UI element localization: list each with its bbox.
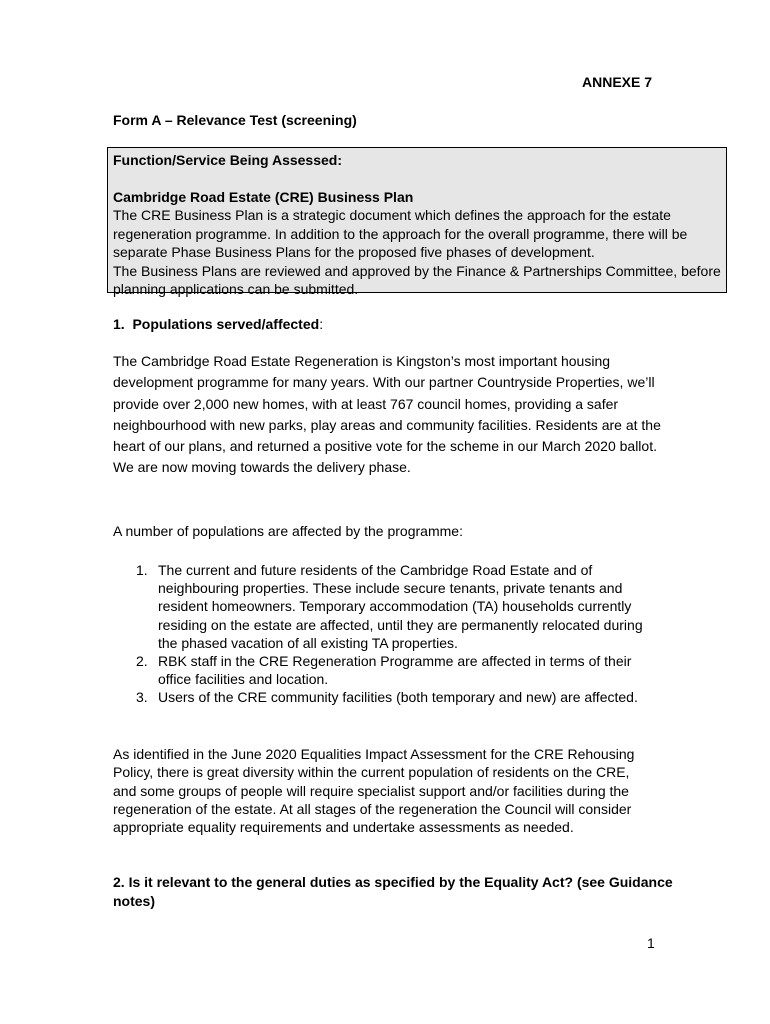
business-plan-name: Cambridge Road Estate (CRE) Business Plan <box>113 188 414 205</box>
list-item <box>113 688 653 706</box>
section-1-colon: : <box>319 316 324 332</box>
list-item <box>113 652 653 688</box>
list-item-text: RBK staff in the CRE Regeneration Programme are affected in terms of their office facilities and location. <box>158 653 632 688</box>
form-title: Form A – Relevance Test (screening) <box>113 112 357 128</box>
section-1-number: 1. <box>113 316 125 332</box>
function-service-label: Function/Service Being Assessed: <box>113 152 342 168</box>
list-item-text: Users of the CRE community facilities (both temporary and new) are affected. <box>158 689 638 706</box>
annexe-label: ANNEXE 7 <box>582 74 653 90</box>
business-plan-description: The CRE Business Plan is a strategic document which defines the approach for the estate regeneration programme. In addition to the approach for the overall programme, there will be separate Phase Business Plans for the proposed five phases of development. <box>113 207 688 260</box>
section-2-heading: 2. Is it relevant to the general duties as specified by the Equality Act? (see Guidance notes) <box>113 874 673 909</box>
list-item-number: 2. <box>136 653 148 670</box>
list-item-number: 3. <box>136 689 148 706</box>
list-item-number: 1. <box>136 562 148 578</box>
list-item <box>113 561 653 652</box>
regeneration-intro: The Cambridge Road Estate Regeneration is Kingston’s most important housing development programme for many years. With our partner Countryside Properties, we’ll provide over 2,000 new homes, with at least 767 council homes, providing a safer neighbourhood with new parks, play areas and community facilities. Residents are at the heart of our plans, and returned a positive vote for the scheme in our March 2020 ballot. We are now moving towards the delivery phase. <box>113 353 661 476</box>
affected-populations-list <box>113 561 653 707</box>
list-item-text: The current and future residents of the Cambridge Road Estate and of neighbouring properties. These include secure tenants, private tenants and resident homeowners. Temporary accommodation (TA) households currently residing on the estate are affected, until they are permanently relocated during the phased vacation of all existing TA properties. <box>158 562 643 651</box>
affected-populations-intro: A number of populations are affected by the programme: <box>113 523 463 539</box>
function-service-box <box>107 147 727 297</box>
business-plan-approval: The Business Plans are reviewed and approved by the Finance & Partnerships Committee, before planning applications can be submitted. <box>113 262 721 297</box>
section-1-heading <box>113 316 323 332</box>
section-1-title: Populations served/affected <box>132 316 320 332</box>
equalities-paragraph: As identified in the June 2020 Equalities Impact Assessment for the CRE Rehousing Policy, there is great diversity within the current population of residents on the CRE, and some groups of people will require specialist support and/or facilities during the regeneration of the estate. At all stages of the regeneration the Council will consider appropriate equality requirements and undertake assessments as needed. <box>113 746 635 836</box>
page-number: 1 <box>647 935 655 951</box>
